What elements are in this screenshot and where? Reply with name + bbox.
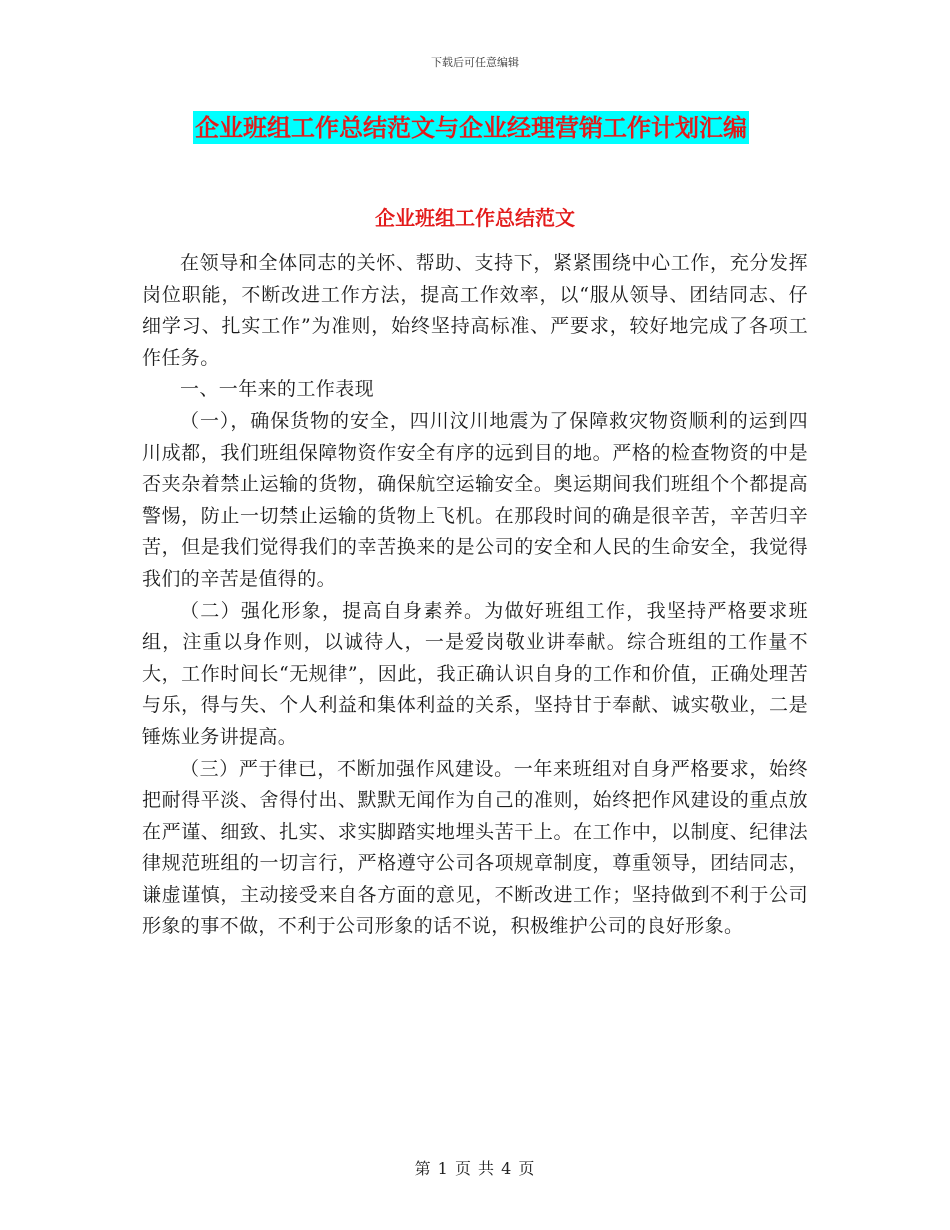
document-title: 企业班组工作总结范文与企业经理营销工作计划汇编 bbox=[195, 113, 747, 142]
section-title: 企业班组工作总结范文 bbox=[375, 206, 575, 230]
paragraph-item-1: （一），确保货物的安全，四川汶川地震为了保障救灾物资顺利的运到四川成都，我们班组保障物资作安全有序的远到目的地。严格的检查物资的中是否夹杂着禁止运输的货物，确保航空运输安全。奥运期间我们班组个个都提高警惕，防止一切禁止运输的货物上飞机。在那段时间的确是很辛苦，辛苦归辛苦，但是我们觉得我们的幸苦换来的是公司的安全和人民的生命安全，我觉得我们的辛苦是值得的。 bbox=[142, 409, 808, 590]
paragraph-intro: 在领导和全体同志的关怀、帮助、支持下，紧紧围绕中心工作，充分发挥岗位职能，不断改进工作方法，提高工作效率，以“服从领导、团结同志、仔细学习、扎实工作”为准则，始终坚持高标准、严要求，较好地完成了各项工作任务。 bbox=[142, 252, 808, 369]
paragraph-item-3: （三）严于律已，不断加强作风建设。一年来班组对自身严格要求，始终把耐得平淡、舍得付出、默默无闻作为自己的准则，始终把作风建设的重点放在严谨、细致、扎实、求实脚踏实地埋头苦干上。在工作中，以制度、纪律法律规范班组的一切言行，严格遵守公司各项规章制度，尊重领导，团结同志，谦虚谨慎，主动接受来自各方面的意见，不断改进工作；坚持做到不利于公司形象的事不做，不利于公司形象的话不说，积极维护公司的良好形象。 bbox=[142, 757, 808, 938]
document-body bbox=[142, 248, 808, 943]
page-number: 第 1 页 共 4 页 bbox=[414, 1159, 536, 1178]
paragraph-item-2: （二）强化形象，提高自身素养。为做好班组工作，我坚持严格要求班组，注重以身作则，以诚待人，一是爱岗敬业讲奉献。综合班组的工作量不大，工作时间长“无规律”，因此，我正确认识自身的工作和价值，正确处理苦与乐，得与失、个人利益和集体利益的关系，坚持甘于奉献、诚实敬业，二是锤炼业务讲提高。 bbox=[142, 599, 808, 748]
paragraph-heading-performance: 一、一年来的工作表现 bbox=[180, 378, 375, 401]
header-note: 下载后可任意编辑 bbox=[431, 56, 519, 69]
